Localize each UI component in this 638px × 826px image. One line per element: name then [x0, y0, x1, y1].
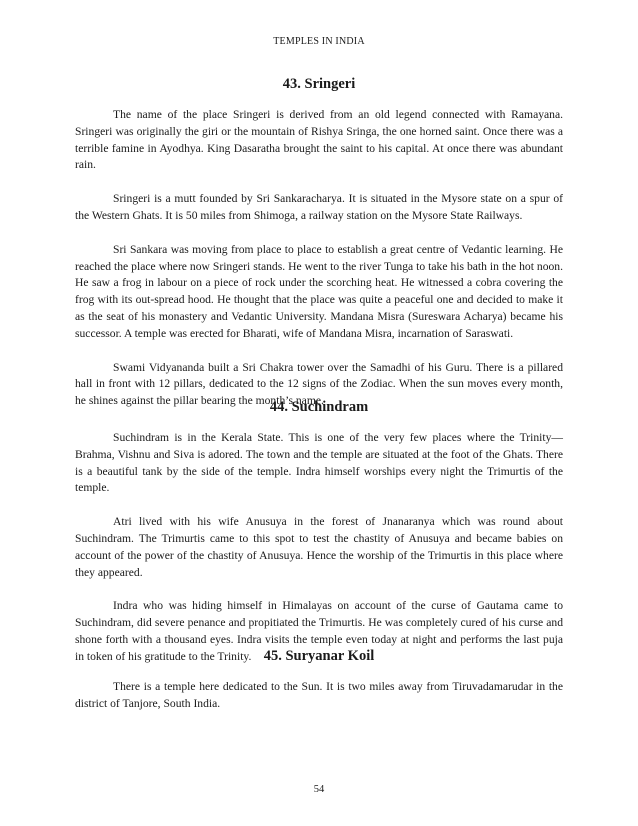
paragraph: Sri Sankara was moving from place to place to establish a great centre of Vedantic learning. He reached the place where now Sringeri stands. He went to the river Tunga to take his bath in the hot noon. He saw a frog in labour on a piece of rock under the scorching heat. He witnessed a cobra covering the frog with its out-spread hood. He thought that the place was quite a peaceful one and decided to make it as the seat of his monastery and Vedantic University. Mandana Misra (Sureswara Acharya) became his successor. A temple was erected for Bharati, wife of Mandana Misra, incarnation of Saraswati.	[75, 242, 563, 340]
section-suryanar-koil	[75, 647, 563, 713]
section-title: 44. Suchindram	[269, 399, 369, 415]
section-title: 45. Suryanar Koil	[263, 648, 375, 664]
section-body	[75, 107, 563, 410]
section-body	[75, 430, 563, 666]
paragraph: Indra who was hiding himself in Himalayas on account of the curse of Gautama came to Suchindram, did severe penance and propitiated the Trimurtis. He was completely cured of his curse and shone forth with a thousand eyes. Indra visits the temple even today at night and performs the last puja in token of his gratitude to the Trinity.	[75, 599, 563, 663]
paragraph: Atri lived with his wife Anusuya in the forest of Jnanaranya which was round about Suchindram. The Trimurtis came to this spot to test the chastity of Anusuya and became babies on account of the power of the chastity of Anusuya. Hence the worship of the Trimurtis in this place where they appeared.	[75, 515, 563, 579]
paragraph: There is a temple here dedicated to the Sun. It is two miles away from Tiruvadamarudar in the district of Tanjore, South India.	[75, 680, 563, 710]
section-body	[75, 679, 563, 713]
paragraph: Sringeri is a mutt founded by Sri Sankaracharya. It is situated in the Mysore state on a spur of the Western Ghats. It is 50 miles from Shimoga, a railway station on the Mysore State Railways.	[75, 192, 563, 222]
paragraph: The name of the place Sringeri is derived from an old legend connected with Ramayana. Sringeri was originally the giri or the mountain of Rishya Sringa, the one horned saint. Once there was a terrible famine in Ayodhya. King Dasaratha brought the saint to his capital. At once there was abundant rain.	[75, 108, 563, 172]
section-suchindram	[75, 398, 563, 666]
running-header: TEMPLES IN INDIA	[273, 36, 365, 47]
page-number: 54	[313, 784, 325, 795]
paragraph: Swami Vidyananda built a Sri Chakra tower over the Samadhi of his Guru. There is a pillared hall in front with 12 pillars, dedicated to the 12 signs of the Zodiac. When the sun moves every month, he shines against the pillar bearing the month’s name.	[75, 360, 563, 408]
paragraph: Suchindram is in the Kerala State. This is one of the very few places where the Trinity—Brahma, Vishnu and Siva is adored. The town and the temple are situated at the foot of the Ghats. There is a beautiful tank by the side of the temple. Indra himself worships every night the Trimurtis of the temple.	[75, 431, 563, 495]
section-sringeri	[75, 75, 563, 410]
section-title: 43. Sringeri	[282, 76, 356, 92]
